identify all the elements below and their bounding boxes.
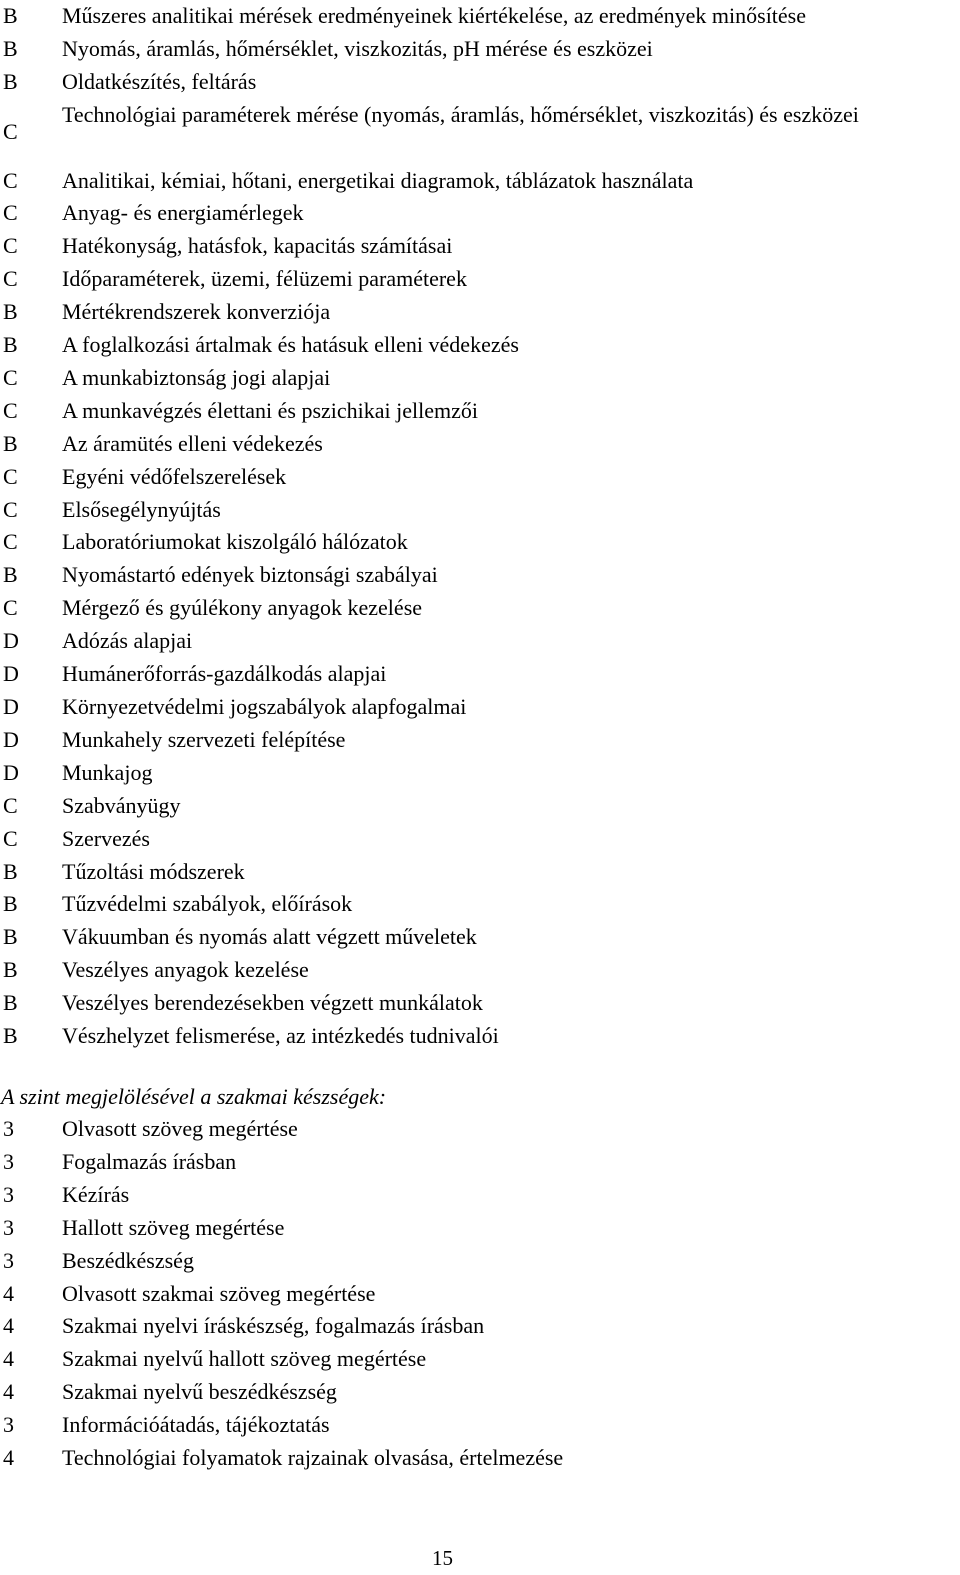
level-code: 4 (3, 1379, 14, 1405)
list-item (0, 790, 960, 823)
list-item (0, 1146, 960, 1179)
item-text: Szabványügy (62, 792, 181, 818)
level-code: B (3, 858, 18, 884)
list-item (0, 921, 960, 954)
list-item (0, 856, 960, 889)
level-code: D (3, 661, 19, 687)
item-text: Mérgező és gyúlékony anyagok kezelése (62, 595, 423, 621)
list-item (0, 691, 960, 724)
list-item (0, 296, 960, 329)
list-item (0, 461, 960, 494)
level-code: 4 (3, 1313, 14, 1339)
level-code: B (3, 332, 18, 358)
level-code: B (3, 1023, 18, 1049)
list-item (0, 1020, 960, 1053)
item-text: Tűzoltási módszerek (62, 858, 245, 884)
level-code: 3 (3, 1181, 14, 1207)
item-text: Elsősegélynyújtás (62, 496, 221, 522)
skills-list (0, 1113, 960, 1475)
item-text: Olvasott szöveg megértése (62, 1116, 298, 1141)
item-text: A munkavégzés élettani és pszichikai jellemzői (62, 397, 479, 423)
item-text: Anyag- és energiamérlegek (62, 200, 304, 226)
level-code: D (3, 759, 19, 785)
item-text: Olvasott szakmai szöveg megértése (62, 1280, 376, 1306)
level-code: C (3, 233, 18, 259)
level-code: 3 (3, 1214, 14, 1240)
item-text: A foglalkozási ártalmak és hatásuk elleni védekezés (62, 332, 519, 358)
item-text: Veszélyes anyagok kezelése (62, 957, 309, 983)
list-item (0, 1343, 960, 1376)
list-item (0, 823, 960, 856)
skills-section-heading: A szint megjelölésével a szakmai készségek: (1, 1084, 387, 1109)
level-code: 4 (3, 1346, 14, 1372)
level-code: 3 (3, 1116, 14, 1141)
level-code: D (3, 726, 19, 752)
item-text: Nyomás, áramlás, hőmérséklet, viszkozitás, pH mérése és eszközei (62, 35, 653, 61)
level-code: 3 (3, 1247, 14, 1273)
item-text: Nyomástartó edények biztonsági szabályai (62, 562, 438, 588)
item-text: Vészhelyzet felismerése, az intézkedés tudnivalói (62, 1023, 499, 1049)
list-item (0, 526, 960, 559)
item-text: Az áramütés elleni védekezés (62, 430, 323, 456)
item-text: Szakmai nyelvi íráskészség, fogalmazás írásban (62, 1313, 485, 1339)
item-text: Adózás alapjai (62, 628, 193, 654)
level-code: C (3, 397, 18, 423)
item-text: Szakmai nyelvű hallott szöveg megértése (62, 1346, 427, 1372)
list-item (0, 1179, 960, 1212)
level-code: C (3, 364, 18, 390)
item-text: Tűzvédelmi szabályok, előírások (62, 891, 353, 917)
list-item (0, 724, 960, 757)
level-code: B (3, 68, 18, 94)
level-code: C (3, 792, 18, 818)
level-code: B (3, 990, 18, 1016)
level-code: B (3, 562, 18, 588)
item-text: Munkajog (62, 759, 153, 785)
item-text: A munkabiztonság jogi alapjai (62, 364, 331, 390)
item-text: Humánerőforrás-gazdálkodás alapjai (62, 661, 387, 687)
list-item (0, 987, 960, 1020)
level-code: D (3, 628, 19, 654)
item-text: Hatékonyság, hatásfok, kapacitás számításai (62, 233, 453, 259)
item-text: Időparaméterek, üzemi, félüzemi paraméterek (62, 266, 467, 292)
list-item (0, 362, 960, 395)
list-item (0, 1278, 960, 1311)
item-text: Vákuumban és nyomás alatt végzett műveletek (62, 924, 477, 950)
level-code: C (3, 266, 18, 292)
item-text: Egyéni védőfelszerelések (62, 463, 287, 489)
level-code: B (3, 35, 18, 61)
list-item (0, 592, 960, 625)
level-code: 3 (3, 1412, 14, 1438)
list-item (0, 1245, 960, 1278)
list-item (0, 197, 960, 230)
list-item (0, 99, 960, 165)
level-code: D (3, 694, 19, 720)
item-text: Szervezés (62, 825, 150, 851)
level-code: 4 (3, 1280, 14, 1306)
level-code: B (3, 957, 18, 983)
list-item (0, 1442, 960, 1475)
level-code: C (3, 118, 18, 144)
list-item (0, 395, 960, 428)
list-item (0, 263, 960, 296)
list-item (0, 428, 960, 461)
list-item (0, 0, 960, 33)
item-text: Környezetvédelmi jogszabályok alapfogalmai (62, 694, 467, 720)
item-text: Technológiai paraméterek mérése (nyomás, áramlás, hőmérséklet, viszkozitás) és eszközei (62, 101, 859, 127)
list-item (0, 1212, 960, 1245)
level-code: C (3, 200, 18, 226)
item-text: Oldatkészítés, feltárás (62, 68, 257, 94)
list-item (0, 165, 960, 198)
level-code: 4 (3, 1445, 14, 1471)
list-item (0, 33, 960, 66)
list-item (0, 1409, 960, 1442)
item-text: Mértékrendszerek konverziója (62, 299, 331, 325)
level-code: C (3, 529, 18, 555)
item-text: Műszeres analitikai mérések eredményeinek kiértékelése, az eredmények minősítése (62, 3, 807, 28)
list-item (0, 658, 960, 691)
level-code: C (3, 463, 18, 489)
item-text: Veszélyes berendezésekben végzett munkálatok (62, 990, 483, 1016)
item-text: Hallott szöveg megértése (62, 1214, 285, 1240)
item-text: Munkahely szervezeti felépítése (62, 726, 346, 752)
list-item (0, 954, 960, 987)
level-code: B (3, 299, 18, 325)
level-code: B (3, 3, 18, 28)
item-text: Információátadás, tájékoztatás (62, 1412, 330, 1438)
list-item (0, 625, 960, 658)
item-text: Beszédkészség (62, 1247, 194, 1273)
level-code: C (3, 167, 18, 193)
list-item (0, 1113, 960, 1146)
list-item (0, 1376, 960, 1409)
level-code: C (3, 496, 18, 522)
list-item (0, 888, 960, 921)
list-item (0, 66, 960, 99)
level-code: B (3, 891, 18, 917)
item-text: Technológiai folyamatok rajzainak olvasása, értelmezése (62, 1445, 564, 1471)
page-number: 15 (432, 1546, 453, 1570)
level-code: C (3, 595, 18, 621)
level-code: C (3, 825, 18, 851)
list-item (0, 494, 960, 527)
item-text: Kézírás (62, 1181, 130, 1207)
item-text: Fogalmazás írásban (62, 1148, 237, 1174)
level-code: B (3, 430, 18, 456)
level-code: 3 (3, 1148, 14, 1174)
list-item (0, 329, 960, 362)
level-code: B (3, 924, 18, 950)
list-item (0, 230, 960, 263)
list-item (0, 1310, 960, 1343)
item-text: Laboratóriumokat kiszolgáló hálózatok (62, 529, 408, 555)
item-text: Analitikai, kémiai, hőtani, energetikai diagramok, táblázatok használata (62, 167, 694, 193)
item-text: Szakmai nyelvű beszédkészség (62, 1379, 337, 1405)
list-item (0, 559, 960, 592)
list-item (0, 757, 960, 790)
